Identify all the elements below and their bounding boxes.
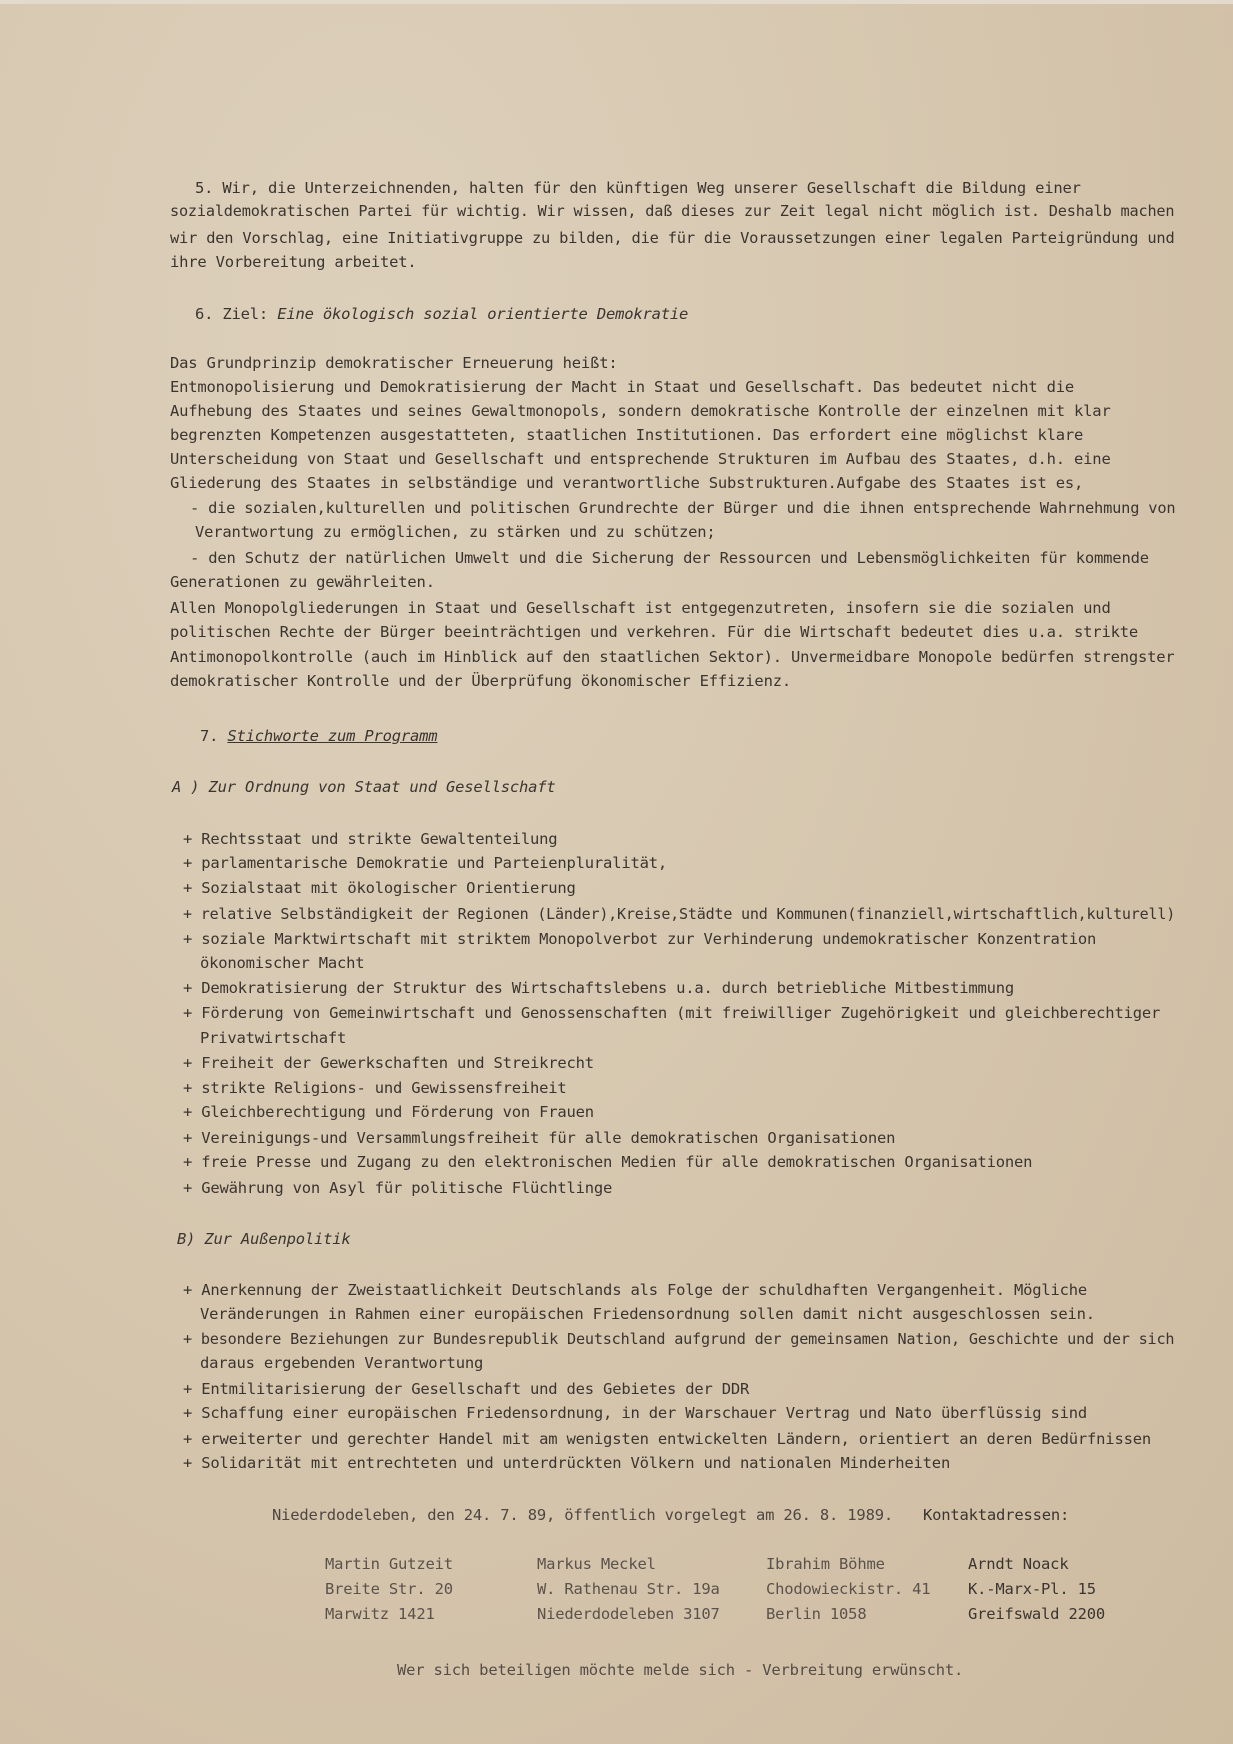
list-item: daraus ergebenden Verantwortung <box>200 1354 484 1372</box>
list-item: + Demokratisierung der Struktur des Wirtschaftslebens u.a. durch betriebliche Mitbestimmung <box>183 979 1014 997</box>
sec6-line: - den Schutz der natürlichen Umwelt und die Sicherung der Ressourcen und Lebensmöglichkeiten für kommende <box>190 549 1149 567</box>
contact-name: Arndt Noack <box>968 1555 1069 1573</box>
list-item: + Rechtsstaat und strikte Gewaltenteilung <box>183 830 558 848</box>
list-item: + Sozialstaat mit ökologischer Orientierung <box>183 879 576 897</box>
sec5-line-1: 5. Wir, die Unterzeichnenden, halten für den künftigen Weg unserer Gesellschaft die Bildung einer <box>195 179 1081 197</box>
sec6-line: Aufhebung des Staates und seines Gewaltmonopols, sondern demokratische Kontrolle der einzelnen mit klar <box>170 402 1111 420</box>
contact-name: Ibrahim Böhme <box>766 1555 885 1573</box>
sec6-line: politischen Rechte der Bürger beeinträchtigen und verkehren. Für die Wirtschaft bedeutet dies u.a. strikte <box>170 623 1138 641</box>
list-item: + relative Selbständigkeit der Regionen (Länder),Kreise,Städte und Kommunen(finanziell,wirtschaftlich,kulturell) <box>183 905 1176 923</box>
contact-city: Greifswald 2200 <box>968 1605 1105 1623</box>
list-item: + Entmilitarisierung der Gesellschaft und des Gebietes der DDR <box>183 1380 750 1398</box>
paper-edge <box>0 0 1233 4</box>
contact-city: Marwitz 1421 <box>325 1605 435 1623</box>
contact-block <box>968 1552 1105 1627</box>
sec5-line-4: ihre Vorbereitung arbeitet. <box>170 253 417 271</box>
list-item: + Gewährung von Asyl für politische Flüchtlinge <box>183 1179 613 1197</box>
list-item: + Schaffung einer europäischen Friedensordnung, in der Warschauer Vertrag und Nato überflüssig sind <box>183 1404 1088 1422</box>
closing-note: Wer sich beteiligen möchte melde sich - Verbreitung erwünscht. <box>397 1661 964 1679</box>
list-item: + Förderung von Gemeinwirtschaft und Genossenschaften (mit freiwilliger Zugehörigkeit und gleichberechtiger <box>183 1004 1161 1022</box>
sec6-line: Allen Monopolgliederungen in Staat und Gesellschaft ist entgegenzutreten, insofern sie die sozialen und <box>170 599 1111 617</box>
sec6-line: Antimonopolkontrolle (auch im Hinblick auf den staatlichen Sektor). Unvermeidbare Monopole bedürfen strengster <box>170 648 1175 666</box>
list-item: + erweiterter und gerechter Handel mit am wenigsten entwickelten Ländern, orientiert an deren Bedürfnissen <box>183 1430 1151 1448</box>
list-item: + soziale Marktwirtschaft mit striktem Monopolverbot zur Verhinderung undemokratischer Konzentration <box>183 930 1097 948</box>
sec6-line: Entmonopolisierung und Demokratisierung der Macht in Staat und Gesellschaft. Das bedeutet nicht die <box>170 378 1075 396</box>
contact-city: Niederdodeleben 3107 <box>537 1605 720 1623</box>
contact-name: Martin Gutzeit <box>325 1555 453 1573</box>
list-item: + Freiheit der Gewerkschaften und Streikrecht <box>183 1054 594 1072</box>
list-item: + Gleichberechtigung und Förderung von Frauen <box>183 1103 594 1121</box>
sec6-line: Das Grundprinzip demokratischer Erneuerung heißt: <box>170 354 618 372</box>
contact-block <box>325 1552 453 1627</box>
sec6-line: Unterscheidung von Staat und Gesellschaft und entsprechende Strukturen im Aufbau des Staates, d.h. eine <box>170 450 1111 468</box>
sec6-line: begrenzten Kompetenzen ausgestatteten, staatlichen Institutionen. Das erfordert eine möglichst klare <box>170 426 1084 444</box>
sec6-line: - die sozialen,kulturellen und politischen Grundrechte der Bürger und die ihnen entsprechende Wahrnehmung von <box>190 499 1176 517</box>
sec6-title: Eine ökologisch sozial orientierte Demokratie <box>277 305 689 323</box>
contact-block <box>766 1552 930 1627</box>
list-item: ökonomischer Macht <box>200 954 365 972</box>
sec6-line: Gliederung des Staates in selbständige und verantwortliche Substrukturen.Aufgabe des Staates ist es, <box>170 474 1084 492</box>
dateline: Niederdodeleben, den 24. 7. 89, öffentlich vorgelegt am 26. 8. 1989. <box>272 1506 893 1524</box>
list-item: + freie Presse und Zugang zu den elektronischen Medien für alle demokratischen Organisationen <box>183 1153 1033 1171</box>
sec6-line: Verantwortung zu ermöglichen, zu stärken und zu schützen; <box>195 523 716 541</box>
contact-street: Chodowieckistr. 41 <box>766 1580 931 1598</box>
list-item: + strikte Religions- und Gewissensfreiheit <box>183 1079 567 1097</box>
contact-street: W. Rathenau Str. 19a <box>537 1580 720 1598</box>
list-item: + Solidarität mit entrechteten und unterdrückten Völkern und nationalen Minderheiten <box>183 1454 951 1472</box>
contacts-label: Kontaktadressen: <box>923 1506 1070 1524</box>
contact-street: Breite Str. 20 <box>325 1580 453 1598</box>
sec6-heading <box>195 302 688 326</box>
sec5-line-3: wir den Vorschlag, eine Initiativgruppe zu bilden, die für die Voraussetzungen einer legalen Parteigründung und <box>170 229 1175 247</box>
list-item: + parlamentarische Demokratie und Parteienpluralität, <box>183 854 667 872</box>
contact-city: Berlin 1058 <box>766 1605 867 1623</box>
list-item: + Anerkennung der Zweistaatlichkeit Deutschlands als Folge der schuldhaften Vergangenheit. Mögliche <box>183 1281 1088 1299</box>
sec6-line: demokratischer Kontrolle und der Überprüfung ökonomischer Effizienz. <box>170 672 791 690</box>
sec5-line-2: sozialdemokratischen Partei für wichtig. Wir wissen, daß dieses zur Zeit legal nicht möglich ist. Deshalb machen <box>170 202 1175 220</box>
list-item: + besondere Beziehungen zur Bundesrepublik Deutschland aufgrund der gemeinsamen Nation, Geschichte und der sich <box>183 1330 1175 1348</box>
contact-name: Markus Meckel <box>537 1555 656 1573</box>
sec7-title: Stichworte zum Programm <box>227 727 438 745</box>
sec7-a-heading: A ) Zur Ordnung von Staat und Gesellschaft <box>172 778 556 796</box>
list-item: Veränderungen in Rahmen einer europäischen Friedensordnung sollen damit nicht ausgeschlossen sein. <box>200 1305 1095 1323</box>
contact-street: K.-Marx-Pl. 15 <box>968 1580 1096 1598</box>
sec6-number: 6. Ziel: <box>195 305 269 323</box>
list-item: + Vereinigungs-und Versammlungsfreiheit für alle demokratischen Organisationen <box>183 1129 896 1147</box>
contact-block <box>537 1552 720 1627</box>
sec7-heading <box>200 724 437 748</box>
sec7-b-heading: B) Zur Außenpolitik <box>177 1230 351 1248</box>
sec6-line: Generationen zu gewährleiten. <box>170 573 435 591</box>
list-item: Privatwirtschaft <box>200 1029 347 1047</box>
sec7-number: 7. <box>200 727 219 745</box>
